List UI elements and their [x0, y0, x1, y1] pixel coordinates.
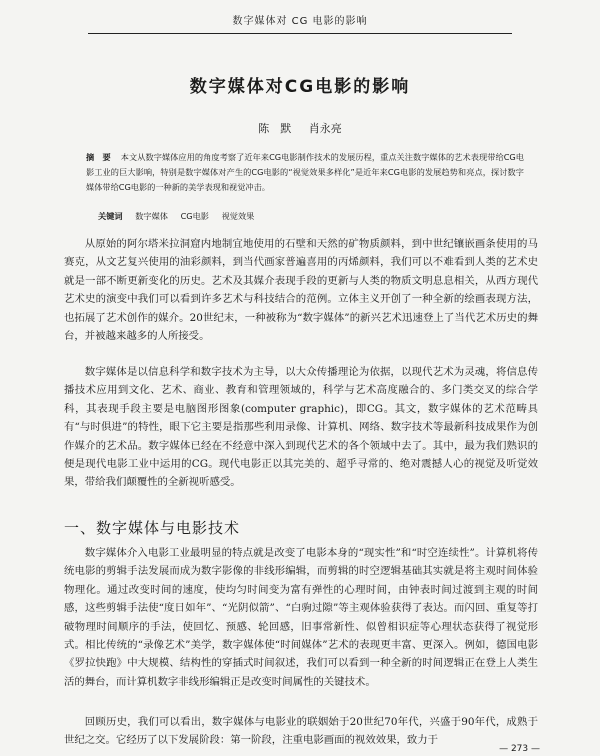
abstract [86, 150, 524, 195]
body-paragraph: 数字媒体介入电影工业最明显的特点就是改变了电影本身的“现实性”和“时空连续性”。计算机将传统电影的剪辑手法发展而成为数字影像的非线形编辑，而剪辑的时空逻辑基础其实就是将主观时间体验物理化。通过改变时间的速度，使均匀时间变为富有弹性的心理时间，由钟表时间过渡到主观的时间感，这些剪辑手法使“度日如年”、“光阴似箭”、“白驹过隙”等主观体验获得了表达。而闪回、重复等打破物理时间顺序的手法，使回忆、预感、轮回感，旧事常新性、似曾相识症等心理状态获得了视觉形式。相比传统的“录像艺术”美学，数字媒体使“时间媒体”艺术的表现更丰富、更深入。例如，德国电影《罗拉快跑》中大规模、结构性的穿插式时间叙述，我们可以看到一种全新的时间逻辑正在登上人类生活的舞台，而计算机数字非线形编辑正是改变时间属性的关键技术。 [64, 547, 538, 688]
body-paragraph: 回顾历史，我们可以看出，数字媒体与电影业的联姻始于20世纪70年代，兴盛于90年代，成熟于世纪之交。它经历了以下发展阶段：第一阶段，注重电影画面的视效效果，致力于 [64, 716, 538, 747]
keyword: CG电影 [180, 211, 209, 221]
page-number: — 273 — [499, 744, 540, 754]
header-rule [88, 33, 512, 34]
abstract-label: 摘 要 [86, 152, 111, 162]
section-heading: 一、数字媒体与电影技术 [64, 519, 241, 537]
article-title: 数字媒体对CG电影的影响 [189, 77, 411, 97]
author-line [0, 120, 600, 136]
body-paragraph: 数字媒体是以信息科学和数字技术为主导，以大众传播理论为依据，以现代艺术为灵魂，将信息传播技术应用到文化、艺术、商业、教育和管理领域的，科学与艺术高度融合的、多门类交叉的综合学科，其表现手段主要是电脑图形图象(computer graphic)，即CG。其文，数字媒体的艺术范畴具有“与时俱进”的特性，眼下它主要是指那些利用录像、计算机、网络、数字技术等最新科技成果作为创作媒介的艺术品。数字媒体已经在不经意中深入到现代艺术的各个领域中去了。其中，最为我们熟识的便是现代电影工业中运用的CG。现代电影正以其完美的、超乎寻常的、绝对震撼人心的视觉及听觉效果，带给我们颠覆性的全新视听感受。 [64, 366, 538, 489]
keyword: 数字媒体 [135, 211, 168, 221]
body-paragraph: 从原始的阿尔塔米拉洞窟内地制宜地使用的石壁和天然的矿物质颜料，到中世纪镶嵌画条使用的马赛克，从文艺复兴使用的油彩颜料，到当代画家普遍喜用的丙烯颜料，我们可以不难看到人类的艺术史就是一部不断更新变化的历史。艺术及其媒介表现手段的更新与人类的物质文明息息相关，从西方现代艺术史的演变中我们可以看到许多艺术与科技结合的范例。立体主义开创了一种全新的绘画表现方法，也拓展了艺术创作的媒介。20世纪末，一种被称为“数字媒体”的新兴艺术迅速登上了当代艺术历史的舞台，并被越来越多的人所接受。 [64, 238, 538, 343]
keyword: 视觉效果 [221, 211, 255, 221]
keywords [98, 211, 518, 222]
author-name: 陈 默 [258, 122, 292, 135]
running-header: 数字媒体对 CG 电影的影响 [232, 16, 368, 27]
abstract-text: 本文从数字媒体应用的角度考察了近年来CG电影制作技术的发展历程，重点关注数字媒体的艺术表现带给CG电影工业的巨大影响，特别是数字媒体对产生的CG电影的“视觉效果多样化”是近年来CG电影的发展趋势和亮点，探讨数字媒体带给CG电影的一种新的美学表现和视觉冲击。 [86, 152, 524, 192]
author-name: 肖永亮 [308, 122, 342, 135]
keywords-label: 关键词 [98, 211, 123, 221]
